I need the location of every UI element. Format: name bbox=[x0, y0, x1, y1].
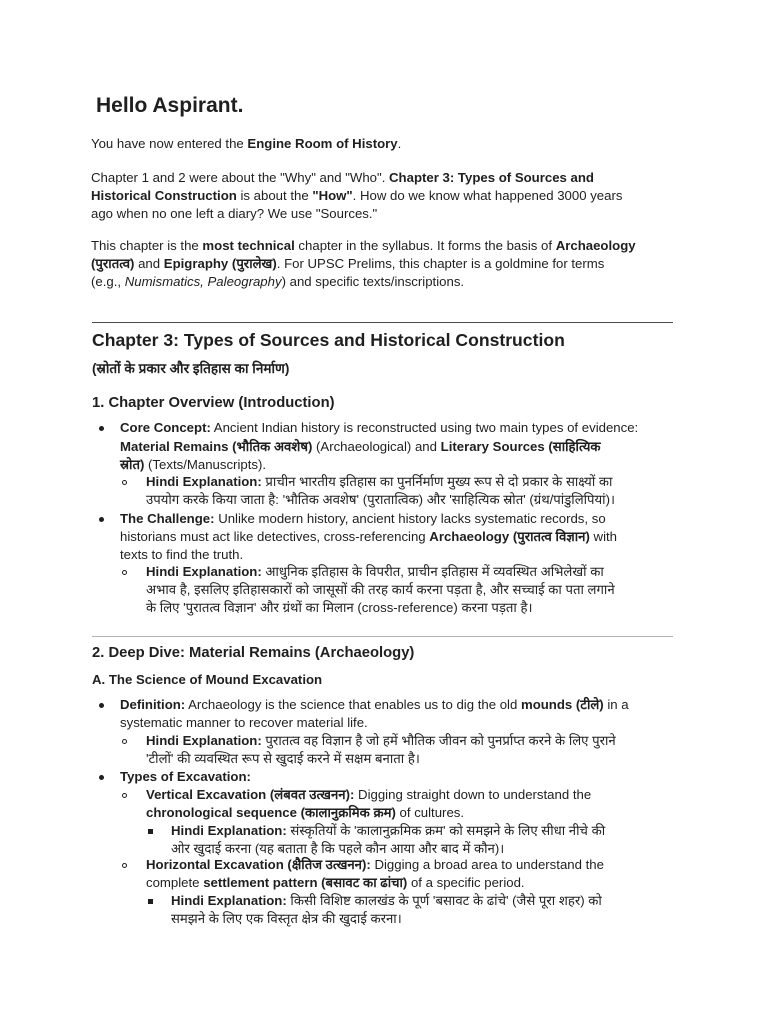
text: historians must act like detectives, cross-referencing bbox=[120, 529, 430, 544]
text: (Archaeological) and bbox=[312, 439, 441, 454]
line bbox=[91, 237, 636, 256]
text: आधुनिक इतिहास के विपरीत, प्राचीन इतिहास में व्यवस्थित अभिलेखों का bbox=[261, 564, 604, 579]
chapter-title: Chapter 3: Types of Sources and Historical Construction bbox=[92, 330, 565, 350]
emphasis: Engine Room of History bbox=[247, 136, 398, 151]
bullet-square bbox=[148, 829, 153, 834]
line bbox=[120, 419, 638, 438]
bullet-label: Core Concept: bbox=[120, 420, 211, 435]
line: उपयोग करके किया जाता है: 'भौतिक अवशेष' (पुरातात्विक) और 'साहित्यिक स्रोत' (ग्रंथ/पांडुलिपियां)। bbox=[146, 492, 615, 507]
line bbox=[146, 804, 464, 823]
bullet-label: Horizontal Excavation (क्षैतिज उत्खनन): bbox=[146, 857, 371, 872]
bullet-circle bbox=[122, 793, 127, 798]
hindi-label: Hindi Explanation: bbox=[146, 564, 262, 579]
emphasis: chronological sequence (कालानुक्रमिक क्रम) bbox=[146, 805, 396, 820]
line bbox=[146, 856, 604, 875]
line: ओर खुदाई करना (यह बताता है कि पहले कौन आया और बाद में कौन)। bbox=[171, 841, 505, 856]
text: of cultures. bbox=[395, 805, 465, 820]
greeting-heading: Hello Aspirant. bbox=[96, 94, 244, 117]
text: . bbox=[397, 136, 402, 151]
bullet-disc bbox=[99, 775, 104, 780]
line bbox=[91, 187, 622, 206]
text: chapter in the syllabus. It forms the basis of bbox=[294, 238, 556, 253]
text: and bbox=[134, 256, 164, 271]
emphasis: Literary Sources (साहित्यिक bbox=[440, 439, 601, 454]
emphasis: "How" bbox=[312, 188, 353, 203]
emphasis: Chapter 3: Types of Sources and bbox=[389, 170, 594, 185]
emphasis: Material Remains (भौतिक अवशेष) bbox=[120, 439, 313, 454]
line bbox=[171, 822, 605, 841]
bullet-label: Definition: bbox=[120, 697, 186, 712]
emphasis: most technical bbox=[202, 238, 295, 253]
italic-text: Numismatics, Paleography bbox=[124, 274, 282, 289]
text: is about the bbox=[236, 188, 313, 203]
line bbox=[120, 438, 601, 457]
text: in a bbox=[603, 697, 629, 712]
text: Chapter 1 and 2 were about the "Why" and "Who". bbox=[91, 170, 390, 185]
emphasis: स्रोत) bbox=[120, 457, 145, 472]
line bbox=[120, 528, 617, 547]
text: with bbox=[589, 529, 617, 544]
text: Digging a broad area to understand the bbox=[370, 857, 604, 872]
bullet-square bbox=[148, 899, 153, 904]
text: Unlike modern history, ancient history lacks systematic records, so bbox=[214, 511, 606, 526]
hindi-label: Hindi Explanation: bbox=[146, 733, 262, 748]
text: Ancient Indian history is reconstructed using two main types of evidence: bbox=[210, 420, 639, 435]
bullet-circle bbox=[122, 739, 127, 744]
line bbox=[171, 892, 602, 911]
text: (Texts/Manuscripts). bbox=[144, 457, 267, 472]
line: समझने के लिए एक विस्तृत क्षेत्र की खुदाई करना। bbox=[171, 911, 402, 926]
bullet-disc bbox=[99, 426, 104, 431]
emphasis: Archaeology bbox=[555, 238, 636, 253]
line bbox=[120, 696, 629, 715]
hindi-label: Hindi Explanation: bbox=[146, 474, 262, 489]
text: complete bbox=[146, 875, 204, 890]
line bbox=[146, 786, 591, 805]
bullet-label: The Challenge: bbox=[120, 511, 215, 526]
chapter-subtitle: (स्रोतों के प्रकार और इतिहास का निर्माण) bbox=[92, 361, 290, 376]
line bbox=[91, 255, 604, 274]
text: पुरातत्व वह विज्ञान है जो हमें भौतिक जीवन को पुनर्प्राप्त करने के लिए पुराने bbox=[261, 733, 616, 748]
text: You have now entered the bbox=[91, 136, 248, 151]
section-divider bbox=[92, 322, 673, 323]
text: This chapter is the bbox=[91, 238, 203, 253]
emphasis: (पुरातत्व) bbox=[91, 256, 135, 271]
line: ago when no one left a diary? We use "Sources." bbox=[91, 206, 378, 221]
bullet-circle bbox=[122, 570, 127, 575]
text: . How do we know what happened 3000 years bbox=[352, 188, 623, 203]
line: अभाव है, इसलिए इतिहासकारों को जासूसों की तरह कार्य करना पड़ता है, और सच्चाई का पता लगाने bbox=[146, 582, 615, 597]
text: किसी विशिष्ट कालखंड के पूर्ण 'बसावट के ढांचे' (जैसे पूरा शहर) को bbox=[286, 893, 602, 908]
line bbox=[146, 563, 604, 582]
line bbox=[120, 768, 251, 787]
line bbox=[91, 273, 464, 292]
text: संस्कृतियों के 'कालानुक्रमिक क्रम' को समझने के लिए सीधा नीचे की bbox=[286, 823, 606, 838]
emphasis: mounds (टीले) bbox=[520, 697, 604, 712]
text: Digging straight down to understand the bbox=[354, 787, 592, 802]
emphasis: settlement pattern (बसावट का ढांचा) bbox=[203, 875, 408, 890]
hindi-label: Hindi Explanation: bbox=[171, 823, 287, 838]
intro-paragraph-1 bbox=[91, 135, 401, 154]
text: of a specific period. bbox=[407, 875, 525, 890]
text: (e.g., bbox=[91, 274, 125, 289]
hindi-label: Hindi Explanation: bbox=[171, 893, 287, 908]
line: texts to find the truth. bbox=[120, 547, 244, 562]
emphasis: Historical Construction bbox=[91, 188, 237, 203]
bullet-label: Types of Excavation: bbox=[120, 769, 251, 784]
line bbox=[146, 874, 525, 893]
line: के लिए 'पुरातत्व विज्ञान' और ग्रंथों का मिलान (cross-reference) करना पड़ता है। bbox=[146, 600, 533, 615]
line bbox=[91, 169, 594, 188]
bullet-label: Vertical Excavation (लंबवत उत्खनन): bbox=[146, 787, 355, 802]
subsection-heading: A. The Science of Mound Excavation bbox=[92, 672, 323, 687]
text: ) and specific texts/inscriptions. bbox=[281, 274, 465, 289]
bullet-circle bbox=[122, 863, 127, 868]
section-2-heading: 2. Deep Dive: Material Remains (Archaeology) bbox=[92, 645, 415, 661]
line bbox=[146, 732, 616, 751]
emphasis: Epigraphy (पुरालेख) bbox=[163, 256, 277, 271]
line: 'टीलों' की व्यवस्थित रूप से खुदाई करने में सक्षम बनाता है। bbox=[146, 751, 420, 766]
bullet-disc bbox=[99, 703, 104, 708]
line bbox=[120, 456, 266, 475]
text: Archaeology is the science that enables us to dig the old bbox=[185, 697, 521, 712]
section-divider bbox=[92, 636, 673, 637]
text: प्राचीन भारतीय इतिहास का पुनर्निर्माण मुख्य रूप से दो प्रकार के साक्ष्यों का bbox=[261, 474, 613, 489]
bullet-circle bbox=[122, 480, 127, 485]
line bbox=[120, 510, 606, 529]
line bbox=[146, 473, 612, 492]
emphasis: Archaeology (पुरातत्व विज्ञान) bbox=[429, 529, 590, 544]
text: . For UPSC Prelims, this chapter is a goldmine for terms bbox=[276, 256, 605, 271]
line: systematic manner to recover material life. bbox=[120, 715, 368, 730]
section-1-heading: 1. Chapter Overview (Introduction) bbox=[92, 395, 335, 411]
bullet-disc bbox=[99, 517, 104, 522]
